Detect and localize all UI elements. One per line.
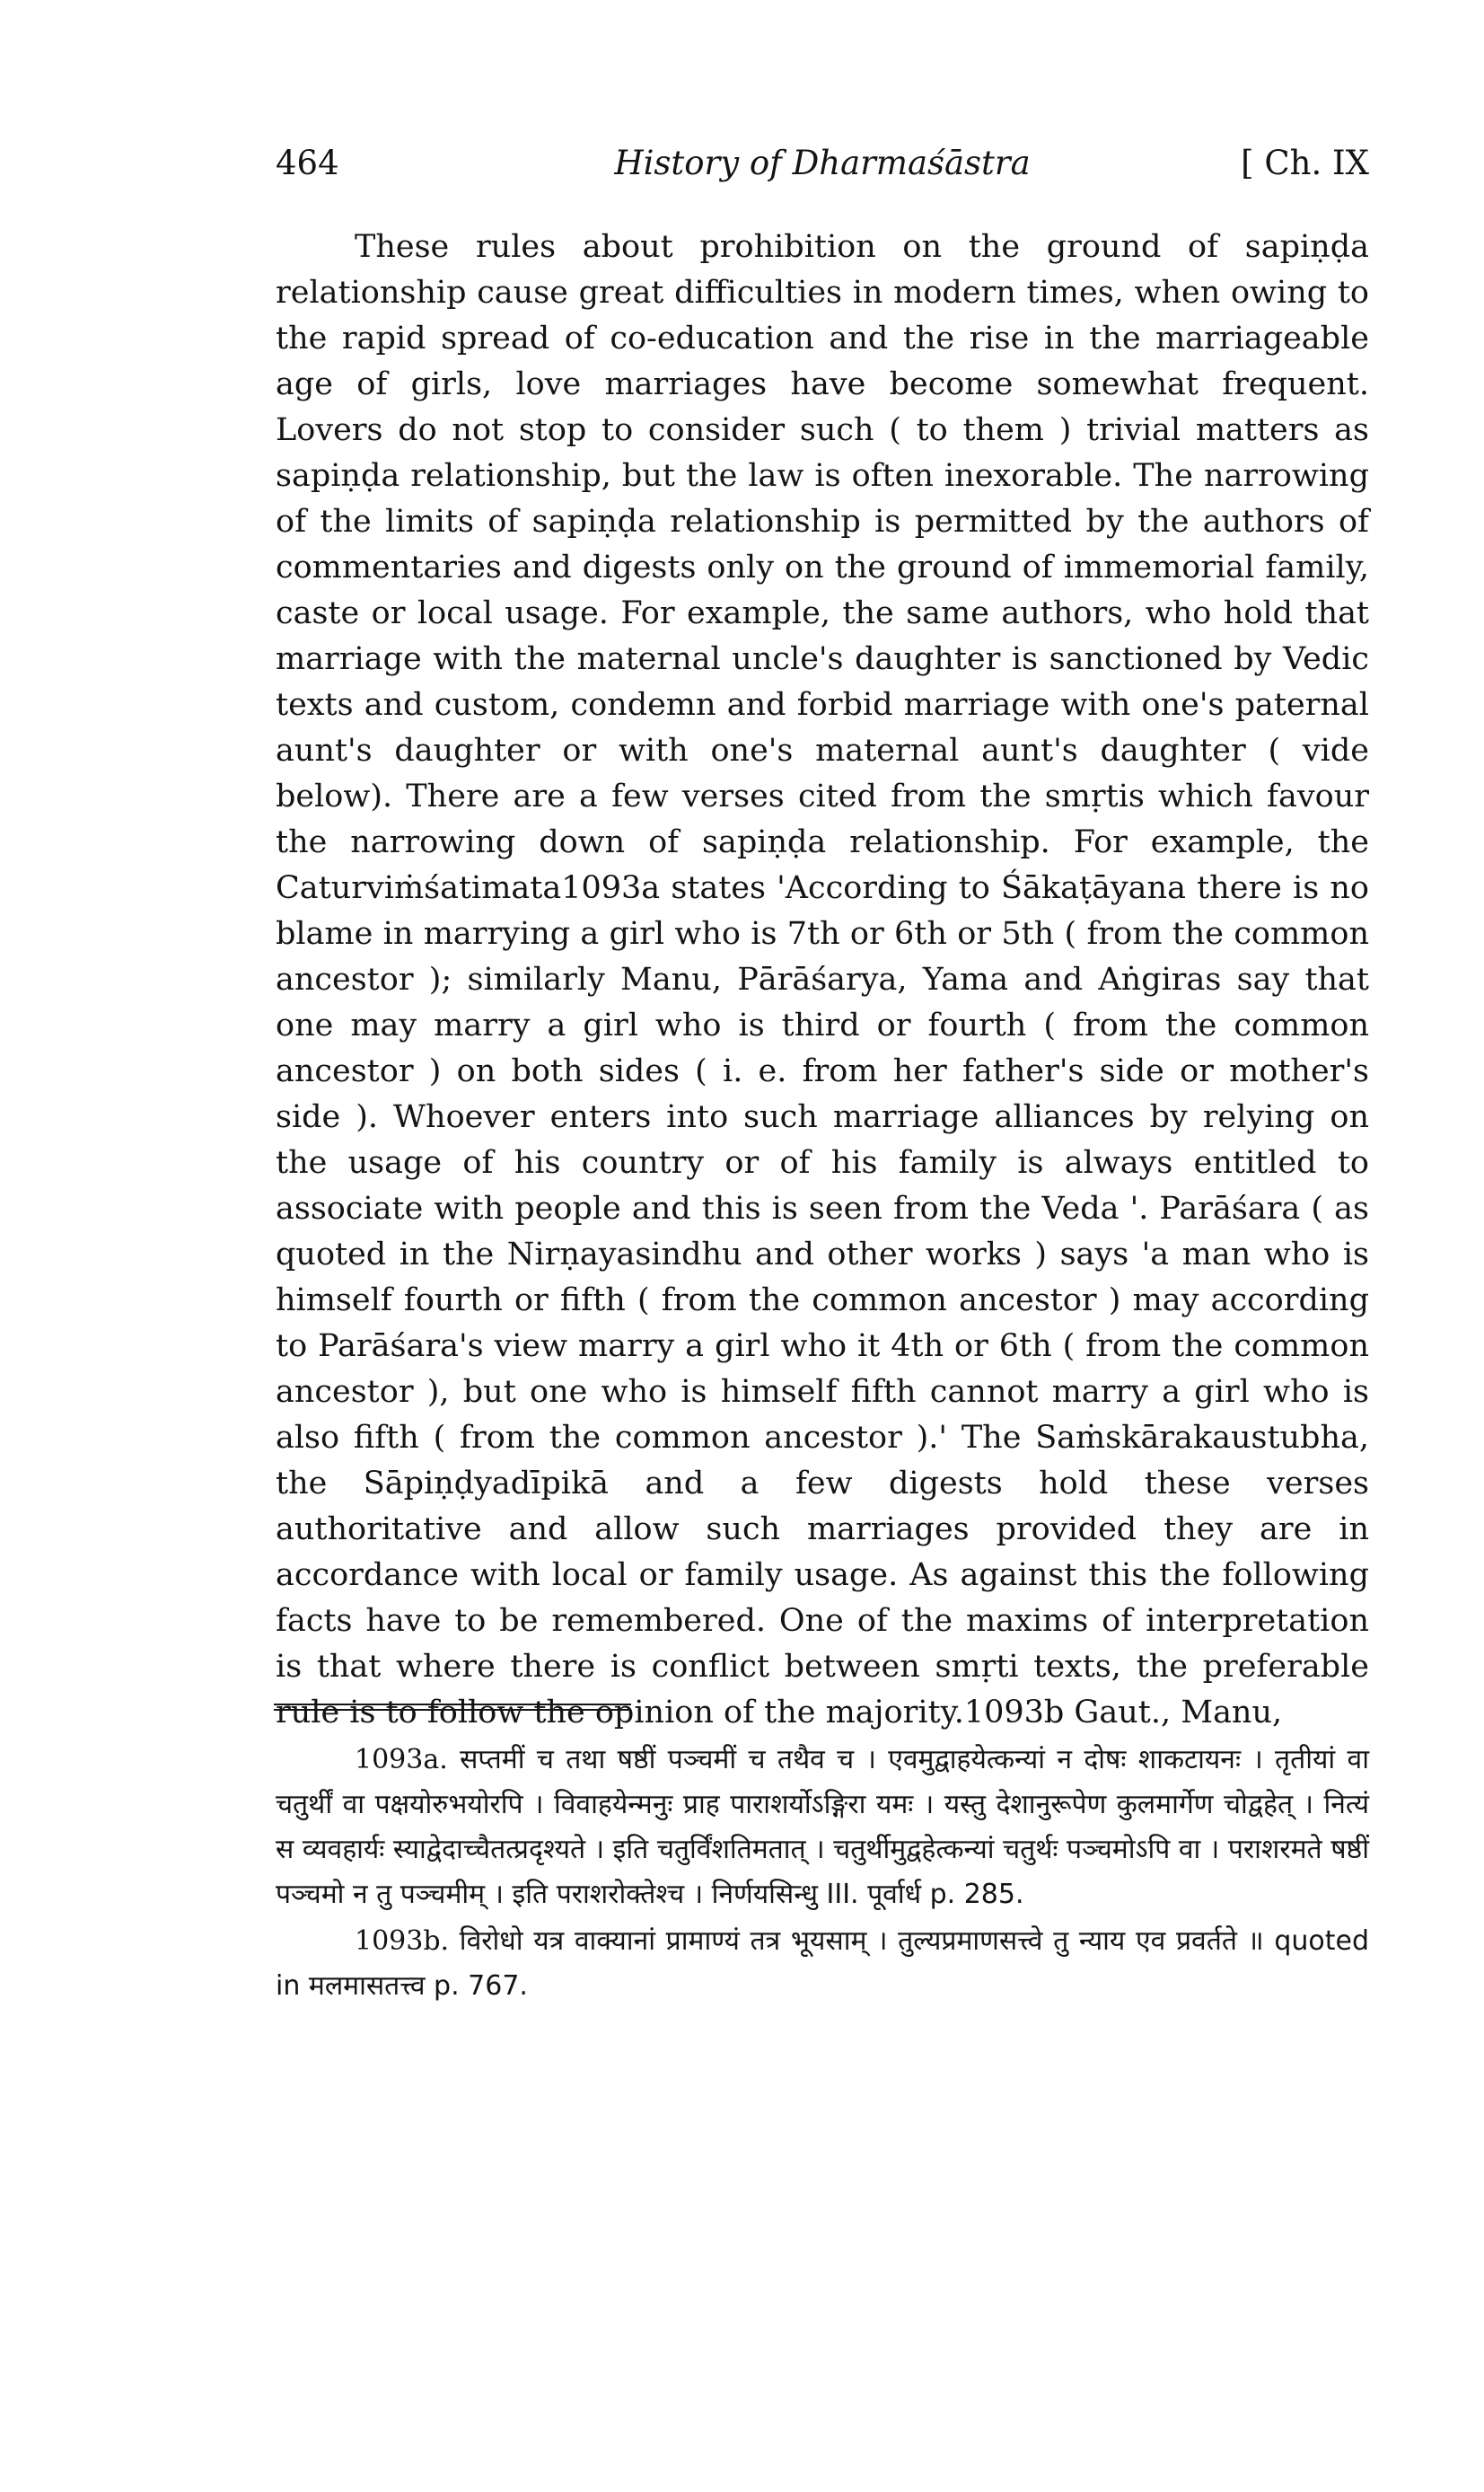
body-paragraph: These rules about prohibition on the ground of sapiṇḍa relationship cause great difficulties in modern times, when owing to the rapid spread of co-education and the rise in the marriageable age of girls, love marriages have become somewhat frequent. Lovers do not stop to consider such ( to them ) trivial matters as sapiṇḍa relationship, but the law is often inexorable. The narrowing of the limits of sapiṇḍa relationship is permitted by the authors of commentaries and digests only on the ground of immemorial family, caste or local usage. For example, the same authors, who hold that marriage with the maternal uncle's daughter is sanctioned by Vedic texts and custom, condemn and forbid marriage with one's paternal aunt's daughter or with one's maternal aunt's daughter ( vide below). There are a few verses cited from the smṛtis which favour the narrowing down of sapiṇḍa relationship. For example, the Caturviṁśatimata1093a states 'According to Śākaṭāyana there is no blame in marrying a girl who is 7th or 6th or 5th ( from the common ancestor ); similarly Manu, Pārāśarya, Yama and Aṅgiras say that one may marry a girl who is third or fourth ( from the common ancestor ) on both sides ( i. e. from her father's side or mother's side ). Whoever enters into such marriage alliances by relying on the usage of his country or of his family is always entitled to associate with people and this is seen from the Veda '. Parāśara ( as quoted in the Nirṇayasindhu and other works ) says 'a man who is himself fourth or fifth ( from the common ancestor ) may according to Parāśara's view marry a girl who it 4th or 6th ( from the common ancestor ), but one who is himself fifth cannot marry a girl who is also fifth ( from the common ancestor ).' The Saṁskārakaustubha, the Sāpiṇḍyadīpikā and a few digests hold these verses authoritative and allow such marriages provided they are in accordance with local or family usage. As against this the following facts have to be remembered. One of the maxims of interpretation is that where there is conflict between smṛti texts, the preferable rule is to follow the opinion of the majority.1093b Gaut., Manu, xyxy=(276,229,1369,1730)
page-number: 464 xyxy=(276,144,339,182)
running-title: History of Dharmaśāstra xyxy=(614,144,1031,182)
footnote-1093b xyxy=(276,1919,1369,2009)
footnotes-section xyxy=(276,1738,1369,2011)
footnote-1093a xyxy=(276,1738,1369,1917)
footnote-divider xyxy=(274,1704,631,1711)
chapter-label: [ Ch. IX xyxy=(1241,144,1369,182)
footnote-number: 1093a. xyxy=(355,1744,448,1775)
page-header xyxy=(276,144,1369,189)
footnote-text: सप्तमीं च तथा षष्ठीं पञ्चमीं च तथैव च । एवमुद्वाहयेत्कन्यां न दोषः शाकटायनः । तृतीयां वा चतुर्थीं वा पक्षयोरुभयोरपि । विवाहयेन्मनुः प्राह पाराशर्योऽङ्गिरा यमः । यस्तु देशानुरूपेण कुलमार्गेण चोद्वहेत् । नित्यं स व्यवहार्यः स्याद्वेदाच्चैतत्प्रदृश्यते । इति चतुर्विंशतिमतात् । चतुर्थीमुद्वहेत्कन्यां चतुर्थः पञ्चमोऽपि वा । पराशरमते षष्ठीं पञ्चमो न तु पञ्चमीम् । इति पराशरोक्तेश्च । निर्णयसिन्धु III. पूर्वार्ध p. 285. xyxy=(276,1744,1369,1910)
footnote-text: विरोधो यत्र वाक्यानां प्रामाण्यं तत्र भूयसाम् । तुल्यप्रमाणसत्त्वे तु न्याय एव प्रवर्तते ॥ quoted in मलमासतत्त्व p. 767. xyxy=(276,1925,1369,2002)
footnote-number: 1093b. xyxy=(355,1925,450,1957)
